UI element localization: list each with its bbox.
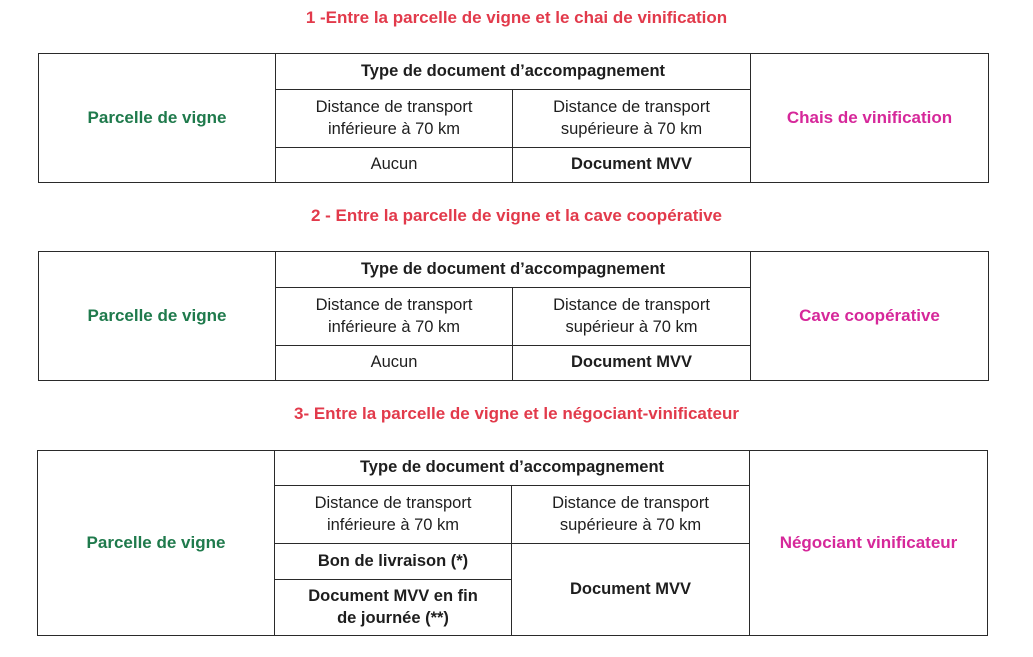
- distance-above-70-header: [512, 486, 750, 544]
- value-below-70: Aucun: [276, 148, 513, 183]
- distance-below-70-header: [275, 486, 512, 544]
- mvv-end-of-day-cell: [275, 580, 512, 636]
- distance-threshold: inférieure à 70 km: [327, 119, 461, 138]
- destination-cell: Négociant vinificateur: [750, 451, 988, 636]
- distance-threshold: inférieure à 70 km: [327, 317, 461, 336]
- value-above-70: Document MVV: [513, 346, 751, 381]
- mvv-end-of-day-line-2: de journée (**): [337, 608, 449, 627]
- destination-cell: Cave coopérative: [751, 252, 989, 381]
- destination-cell: Chais de vinification: [751, 54, 989, 183]
- origin-cell: Parcelle de vigne: [39, 252, 276, 381]
- distance-threshold: supérieure à 70 km: [560, 119, 703, 138]
- distance-label: Distance de transport: [553, 296, 710, 315]
- mvv-end-of-day-line-1: Document MVV en fin: [308, 587, 478, 606]
- section-1-title: 1 -Entre la parcelle de vigne et le chai de vinification: [305, 8, 728, 27]
- doc-type-header: Type de document d’accompagnement: [275, 451, 750, 486]
- distance-threshold: supérieur à 70 km: [565, 317, 698, 336]
- doc-type-header: Type de document d’accompagnement: [276, 252, 751, 288]
- distance-label: Distance de transport: [553, 98, 710, 117]
- distance-above-70-header: [513, 288, 751, 346]
- section-3-table: [37, 450, 988, 636]
- value-below-70: Aucun: [276, 346, 513, 381]
- distance-threshold: inférieure à 70 km: [326, 515, 460, 534]
- distance-above-70-header: [513, 90, 751, 148]
- section-3-title: 3- Entre la parcelle de vigne et le négociant-vinificateur: [294, 404, 739, 423]
- value-above-70: Document MVV: [512, 544, 750, 636]
- delivery-note-cell: Bon de livraison (*): [275, 544, 512, 580]
- distance-label: Distance de transport: [314, 494, 472, 513]
- distance-label: Distance de transport: [315, 296, 473, 315]
- distance-below-70-header: [276, 90, 513, 148]
- section-2-table: [38, 251, 989, 381]
- distance-label: Distance de transport: [552, 494, 709, 513]
- origin-cell: Parcelle de vigne: [39, 54, 276, 183]
- distance-below-70-header: [276, 288, 513, 346]
- distance-threshold: supérieure à 70 km: [559, 515, 702, 534]
- value-above-70: Document MVV: [513, 148, 751, 183]
- doc-type-header: Type de document d’accompagnement: [276, 54, 751, 90]
- section-1-table: [38, 53, 989, 183]
- origin-cell: Parcelle de vigne: [38, 451, 275, 636]
- distance-label: Distance de transport: [315, 98, 473, 117]
- section-2-title: 2 - Entre la parcelle de vigne et la cave coopérative: [310, 206, 723, 225]
